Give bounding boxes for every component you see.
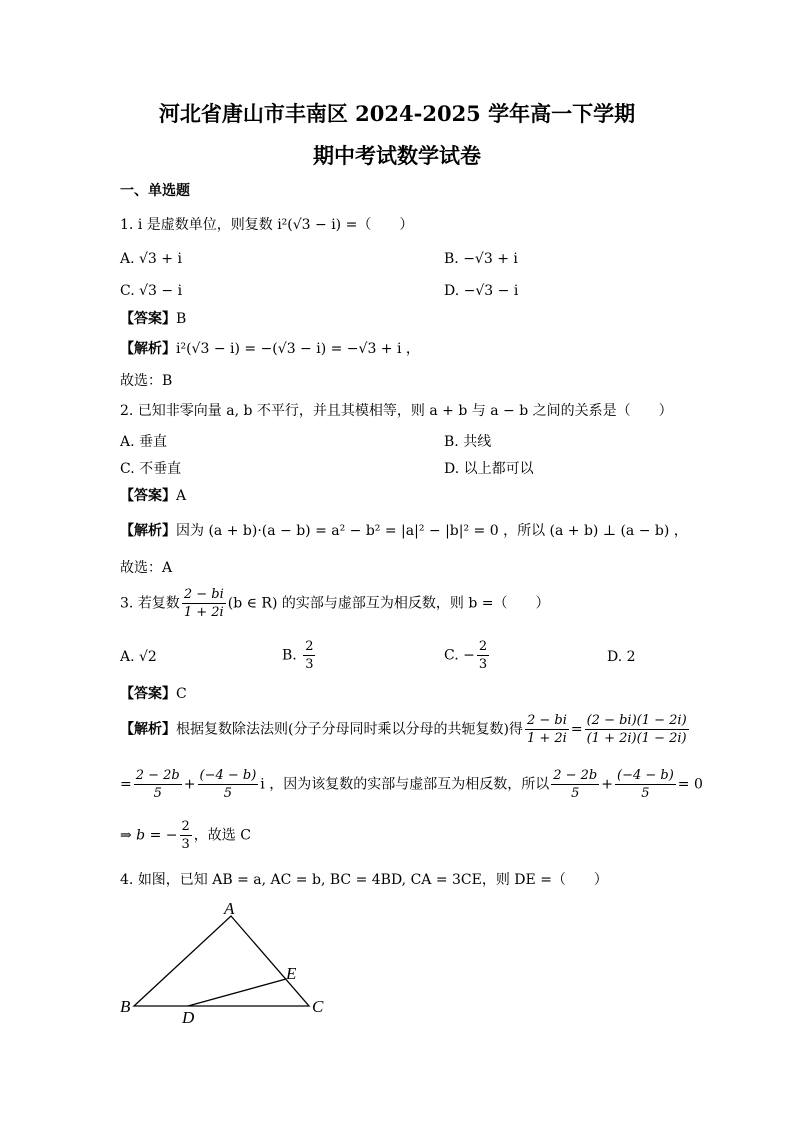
triangle-figure [110,895,340,1030]
analysis-text: ⇒ b = − [120,827,178,844]
point-label-d: D [182,1008,195,1027]
fraction-numerator: 2 [181,819,190,834]
q1-text: i 是虚数单位，则复数 i²(√3 − i) =（ ） [137,217,414,233]
analysis-tag: 【解析】 [120,721,176,738]
answer-value: C [176,686,187,702]
fraction-denominator: 5 [641,786,650,801]
q1-number: 1. [120,217,134,233]
vertex-label-a: A [224,899,235,918]
fraction-numerator: 2 [305,639,314,654]
q3-analysis-line-2 [120,767,703,802]
equals-sign: = [570,721,583,738]
fraction-denominator: 1 + 2i [526,731,567,746]
plus-sign: + [183,776,196,793]
fraction-denominator: 5 [223,786,233,801]
analysis-fraction-5 [551,767,599,802]
analysis-tag: 【解析】 [120,341,176,357]
fraction-numerator: (2 − bi)(1 − 2i) [586,713,687,728]
q2-analysis [120,522,688,540]
analysis-tag: 【解析】 [120,523,176,539]
fraction-numerator: 2 − bi [183,587,224,602]
q4-stem [120,871,608,889]
q2-option-a: A. 垂直 [120,434,168,450]
fraction-denominator: 5 [153,786,162,801]
q3-fraction [182,586,226,621]
q1-option-b: B. −√3 + i [444,251,518,267]
option-fraction [477,638,489,673]
q2-conclusion: 故选：A [120,560,173,576]
fraction-denominator: 3 [478,657,488,672]
q1-analysis [120,340,420,358]
q2-stem [120,402,673,420]
triangle-abc [134,916,309,1006]
analysis-text: 因为 (a + b)·(a − b) = a² − b² = |a|² − |b|² = 0 ，所以 (a + b) ⊥ (a − b) ， [176,523,688,539]
title-line-1: 河北省唐山市丰南区 2024-2025 学年高一下学期 [158,101,636,126]
q2-option-c: C. 不垂直 [120,461,182,477]
q1-conclusion: 故选：B [120,373,173,389]
option-label: B. [282,647,297,664]
equals-zero: = 0 [677,776,703,793]
analysis-fraction-1 [525,712,569,747]
q3-option-d: D. 2 [607,649,636,665]
segment-de [188,979,286,1006]
equals-sign: = [120,776,132,793]
fraction-denominator: (1 + 2i)(1 − 2i) [586,731,687,746]
analysis-text: i²(√3 − i) = −(√3 − i) = −√3 + i ， [176,341,420,357]
q1-answer [120,310,186,328]
q3-option-c [444,638,491,673]
q4-number: 4. [120,872,134,888]
q3-stem [120,586,549,621]
vertex-label-b: B [120,997,131,1016]
q3-number: 3. [120,595,134,612]
answer-value: A [176,488,187,504]
fraction-numerator: (−4 − b) [199,768,257,783]
q3-text-post: (b ∈ R) 的实部与虚部互为相反数，则 b =（ ） [227,595,550,612]
q2-answer [120,487,186,505]
plus-sign: + [601,776,613,793]
answer-tag: 【答案】 [120,488,176,504]
answer-tag: 【答案】 [120,311,176,327]
fraction-denominator: 1 + 2i [183,605,224,620]
analysis-fraction-6 [615,767,676,802]
answer-tag: 【答案】 [120,686,176,702]
q2-option-d: D. 以上都可以 [444,461,534,477]
q1-option-c: C. √3 − i [120,283,183,299]
option-label: C. − [444,647,475,664]
answer-value: B [176,311,187,327]
q2-option-b: B. 共线 [444,434,492,450]
analysis-text: ，故选 C [193,827,251,844]
q2-number: 2. [120,403,134,419]
analysis-fraction-7 [180,818,192,853]
fraction-numerator: 2 − 2b [135,768,180,783]
fraction-numerator: (−4 − b) [617,768,674,783]
analysis-text: i ，因为该复数的实部与虚部互为相反数，所以 [260,776,550,793]
fraction-denominator: 3 [305,657,314,672]
fraction-numerator: 2 − 2b [553,768,598,783]
q1-option-d: D. −√3 − i [444,283,519,299]
fraction-denominator: 3 [181,837,190,852]
point-label-e: E [286,964,297,983]
q3-analysis-line-3 [120,818,251,853]
q3-option-b [282,638,317,673]
analysis-fraction-2 [585,712,689,747]
fraction-numerator: 2 − bi [526,713,567,728]
vertex-label-c: C [312,997,324,1016]
title-line-2: 期中考试数学试卷 [313,143,481,168]
q4-text: 如图，已知 AB = a, AC = b, BC = 4BD, CA = 3CE，则 DE =（ ） [137,872,608,888]
q2-text: 已知非零向量 a, b 不平行，并且其模相等，则 a + b 与 a − b 之间的关系是（ ） [137,403,673,419]
q3-answer [120,685,187,703]
q3-analysis-line-1 [120,712,691,747]
q3-option-a: A. √2 [120,649,157,665]
fraction-numerator: 2 [478,639,488,654]
analysis-text: 根据复数除法法则(分子分母同时乘以分母的共轭复数)得 [176,721,523,738]
analysis-fraction-3 [134,767,182,802]
section-heading: 一、单选题 [120,183,190,199]
option-fraction [303,638,315,673]
q1-option-a: A. √3 + i [120,251,182,267]
fraction-denominator: 5 [571,786,580,801]
q1-stem [120,216,413,234]
q3-text-pre: 若复数 [137,595,180,612]
analysis-fraction-4 [198,767,259,802]
